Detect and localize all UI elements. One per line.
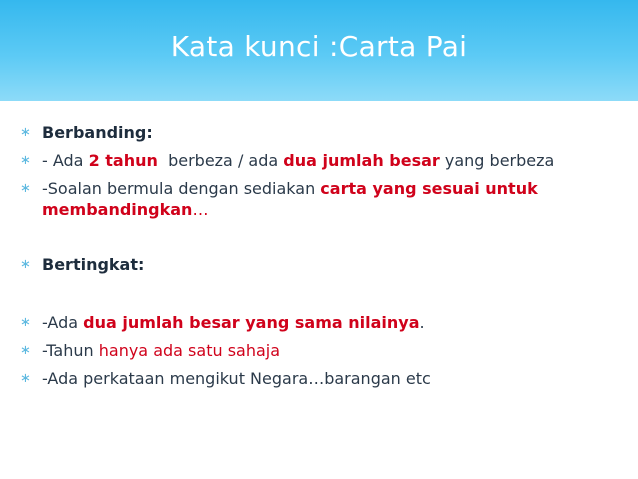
- bullet-icon: ∗: [20, 315, 31, 330]
- bullet-item-bertingkat: [18, 251, 618, 279]
- spacer: [18, 221, 618, 251]
- title-banner: [0, 0, 638, 101]
- bullet-icon: ∗: [20, 257, 31, 272]
- bullet-item-berbanding: [18, 119, 618, 147]
- bullet-item-soalan: [18, 175, 618, 221]
- text-line: [42, 199, 618, 221]
- heading-berbanding: Berbanding:: [42, 123, 153, 142]
- heading-bertingkat: Bertingkat:: [42, 255, 145, 274]
- text-segment: - Ada: [42, 151, 89, 170]
- bullet-icon: ∗: [20, 181, 31, 196]
- highlight-text: dua jumlah besar yang sama nilainya: [83, 313, 420, 332]
- highlight-text: carta yang sesuai untuk: [320, 179, 538, 198]
- highlight-text: membandingkan: [42, 200, 193, 219]
- bullet-list: [18, 119, 618, 393]
- highlight-text: hanya ada satu sahaja: [98, 341, 281, 360]
- text-segment: -Tahun: [42, 341, 99, 360]
- bullet-icon: ∗: [20, 153, 31, 168]
- spacer: [18, 279, 618, 309]
- highlight-text: 2 tahun: [88, 151, 158, 170]
- slide-title: Kata kunci :Carta Pai: [170, 30, 468, 63]
- text-segment: berbeza / ada: [157, 151, 284, 170]
- text-segment: yang berbeza: [439, 151, 555, 170]
- bullet-item-negara: [18, 365, 618, 393]
- text-segment: .: [419, 313, 425, 332]
- bullet-icon: ∗: [20, 343, 31, 358]
- ellipsis-text: …: [192, 200, 209, 219]
- bullet-icon: ∗: [20, 125, 31, 140]
- text-segment: -Soalan bermula dengan sediakan: [42, 179, 321, 198]
- highlight-text: dua jumlah besar: [283, 151, 440, 170]
- bullet-item-2-tahun: [18, 147, 618, 175]
- text-segment: -Ada perkataan mengikut Negara…barangan etc: [42, 369, 431, 388]
- bullet-item-tahun: [18, 337, 618, 365]
- bullet-item-dua-jumlah: [18, 309, 618, 337]
- text-segment: -Ada: [42, 313, 84, 332]
- bullet-icon: ∗: [20, 371, 31, 386]
